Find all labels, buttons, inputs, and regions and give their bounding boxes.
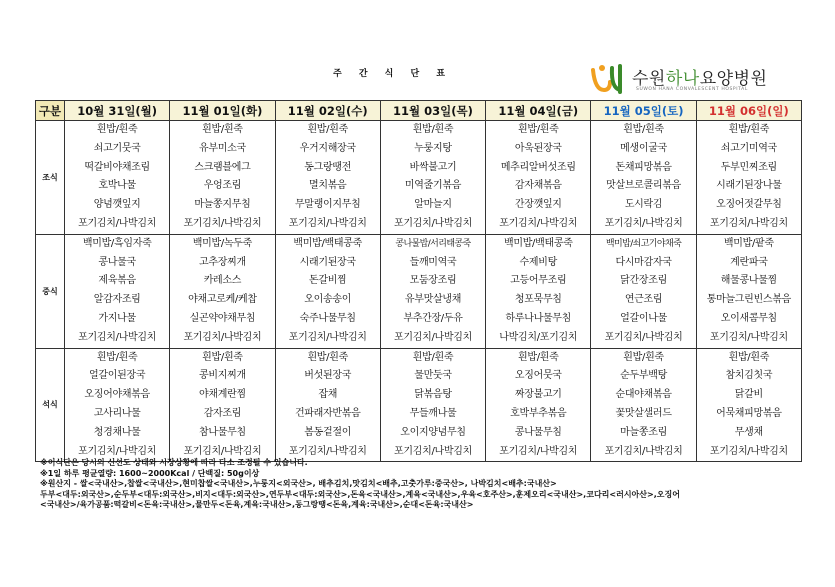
menu-item: 연근조림 — [624, 294, 663, 306]
menu-item: 포기김치/나박김치 — [499, 217, 578, 229]
day-header-mon: 10월 31일(월) — [65, 101, 170, 121]
meal-row-breakfast — [36, 121, 802, 235]
menu-item: 오징어젓갈무침 — [716, 199, 782, 211]
menu-item: 잡채 — [318, 389, 338, 401]
menu-item: 모둠장조림 — [409, 275, 457, 287]
menu-item: 흰밥/흰죽 — [96, 351, 138, 363]
menu-item: 부추간장/두유 — [403, 312, 463, 324]
menu-item: 포기김치/나박김치 — [604, 331, 683, 343]
header-row — [36, 101, 802, 121]
menu-item: 흰밥/흰죽 — [202, 351, 243, 363]
menu-item: 쇠고기뭇국 — [93, 142, 141, 154]
category-header: 구분 — [36, 101, 65, 121]
menu-cell — [591, 348, 696, 462]
menu-cell — [170, 121, 275, 235]
menu-item: 시래기된장나물 — [716, 180, 782, 192]
menu-item: 고등어무조림 — [510, 275, 567, 287]
menu-item: 무생채 — [734, 426, 763, 438]
menu-item: 얼갈이나물 — [620, 312, 667, 324]
menu-item: 감자조림 — [203, 407, 242, 419]
hospital-logo — [590, 60, 790, 96]
note-line: <국내산>/육가공품:떡갈비<돈육:국내산>,물만두<돈육,계육:국내산>,동그랑땡<돈육,계육:국내산>,순대<돈육:국내산> — [40, 500, 474, 510]
menu-item: 다시마감자국 — [615, 256, 672, 268]
menu-item: 무말랭이지무침 — [294, 199, 361, 211]
menu-item: 순두부백탕 — [620, 370, 667, 382]
menu-item: 멸치볶음 — [308, 180, 347, 192]
menu-item: 버섯된장국 — [304, 370, 352, 382]
menu-cell — [170, 234, 275, 348]
menu-item: 포기김치/나박김치 — [183, 331, 262, 343]
menu-item: 유부미소국 — [199, 142, 246, 154]
menu-item: 포기김치/나박김치 — [604, 217, 683, 229]
menu-item: 봄동겉절이 — [304, 426, 352, 438]
menu-item: 순대야채볶음 — [615, 389, 672, 401]
menu-item: 포기김치/나박김치 — [709, 331, 788, 343]
menu-item: 쇠고기미역국 — [720, 142, 777, 154]
menu-item: 포기김치/나박김치 — [288, 331, 367, 343]
menu-cell — [696, 234, 801, 348]
menu-item: 포기김치/나박김치 — [394, 445, 472, 457]
menu-item: 우엉조림 — [203, 180, 242, 192]
menu-item: 흰밥/흰죽 — [623, 351, 664, 363]
menu-cell — [380, 348, 485, 462]
menu-item: 참치김칫국 — [725, 370, 773, 382]
menu-item: 오이새콤무침 — [720, 312, 777, 324]
menu-item: 물만둣국 — [414, 370, 452, 382]
menu-cell — [696, 121, 801, 235]
menu-item: 닭볶음탕 — [414, 389, 452, 401]
menu-item: 야채고로케/케찹 — [188, 294, 257, 306]
menu-item: 콩나물무침 — [514, 426, 562, 438]
meal-label: 조식 — [36, 121, 65, 235]
menu-item: 수제비탕 — [519, 256, 557, 268]
menu-item: 감자채볶음 — [514, 180, 562, 192]
menu-item: 흰밥/흰죽 — [96, 124, 138, 135]
menu-item: 동그랑땡전 — [304, 161, 352, 173]
menu-item: 포기김치/나박김치 — [394, 217, 472, 229]
menu-item: 건파래자반볶음 — [294, 407, 361, 419]
menu-item: 알감자조림 — [93, 294, 141, 306]
menu-cell — [275, 234, 380, 348]
menu-cell — [486, 234, 591, 348]
note-line: ※이식단은 당시의 신선도 상태와 시장상황에 따라 다소 조정될 수 있습니다. — [40, 458, 308, 467]
menu-item: 닭간장조림 — [620, 275, 667, 287]
menu-item: 흰밥/흰죽 — [202, 124, 243, 135]
menu-item: 해물콩나물찜 — [720, 275, 777, 287]
menu-item: 우거지해장국 — [299, 142, 356, 154]
menu-item: 계란파국 — [730, 256, 768, 268]
menu-item: 마늘쫑지무침 — [194, 199, 251, 211]
menu-item: 메추리알버섯조림 — [500, 161, 576, 173]
menu-cell — [275, 121, 380, 235]
hospital-logo-icon — [590, 60, 630, 96]
menu-item: 흰밥/흰죽 — [623, 124, 664, 135]
notes-section — [40, 458, 810, 511]
menu-item: 하루나나물무침 — [505, 312, 572, 324]
menu-item: 돈채피망볶음 — [615, 161, 672, 173]
hospital-name-suffix: 요양병원 — [699, 69, 768, 89]
note-line: 두부<대두:외국산>,순두부<대두:외국산>,비지<대두:외국산>,연두부<대두:외국산>,돈육<국내산>,계육<국내산>,우육<호주산>,훈제오리<국내산>,코다리<러시아산>,오징어 — [40, 489, 680, 499]
menu-item: 포기김치/나박김치 — [183, 445, 262, 457]
menu-item: 고사리나물 — [93, 407, 141, 419]
menu-item: 돈갈비찜 — [308, 275, 347, 287]
day-header-sat: 11월 05일(토) — [591, 101, 696, 121]
menu-item: 백미밥/팥죽 — [723, 237, 774, 249]
menu-item: 포기김치/나박김치 — [288, 217, 367, 229]
menu-item: 흰밥/흰죽 — [518, 124, 559, 135]
menu-cell — [486, 121, 591, 235]
meal-label: 중식 — [36, 234, 65, 348]
menu-item: 유부맛살냉채 — [404, 294, 462, 306]
menu-item: 가지나물 — [98, 312, 136, 324]
menu-item: 알마늘지 — [414, 199, 452, 211]
menu-item: 카레소스 — [203, 275, 242, 287]
menu-item: 간장깻잎지 — [514, 199, 562, 211]
menu-item: 꽃맛살샐러드 — [615, 407, 672, 419]
menu-cell — [486, 348, 591, 462]
note-line: ※원산지 - 쌀<국내산>,찹쌀<국내산>,현미찹쌀<국내산>,누룽지<외국산>, 배추김치,맛김치<배추,고춧가루:중국산>, 나박김치<배추:국내산> — [40, 479, 557, 489]
menu-item: 오징어야채볶음 — [84, 389, 150, 401]
menu-item: 참나물무침 — [199, 426, 246, 438]
menu-item: 제육볶음 — [98, 275, 136, 287]
day-header-wed: 11월 02일(수) — [275, 101, 380, 121]
day-header-sun: 11월 06일(일) — [696, 101, 801, 121]
menu-item: 포기김치/나박김치 — [394, 331, 472, 343]
menu-cell — [591, 121, 696, 235]
menu-item: 바싹불고기 — [409, 161, 457, 173]
menu-item: 마늘쫑조림 — [620, 426, 667, 438]
menu-item: 콩나물국 — [98, 256, 136, 268]
menu-item: 스크램블에그 — [194, 161, 251, 173]
menu-item: 포기김치/나박김치 — [78, 445, 157, 457]
menu-cell — [380, 121, 485, 235]
menu-item: 흰밥/흰죽 — [307, 124, 348, 135]
menu-item: 나박김치/포기김치 — [499, 331, 578, 343]
day-header-tue: 11월 01일(화) — [170, 101, 275, 121]
menu-item: 아욱된장국 — [514, 142, 562, 154]
day-header-thu: 11월 03일(목) — [380, 101, 485, 121]
menu-item: 양념깻잎지 — [93, 199, 141, 211]
menu-cell — [275, 348, 380, 462]
menu-item: 닭갈비 — [734, 389, 763, 401]
menu-item: 짜장불고기 — [514, 389, 562, 401]
menu-item: 백미밥/백태콩죽 — [503, 237, 573, 249]
menu-item: 포기김치/나박김치 — [183, 217, 262, 229]
menu-cell — [65, 121, 170, 235]
menu-item: 실곤약야채무침 — [189, 312, 256, 324]
menu-item: 청포묵무침 — [514, 294, 562, 306]
menu-cell — [696, 348, 801, 462]
menu-item: 통마늘그린빈스볶음 — [706, 294, 791, 306]
menu-cell — [65, 348, 170, 462]
menu-item: 시래기된장국 — [299, 256, 356, 268]
menu-item: 도시락김 — [624, 199, 663, 211]
menu-item: 어묵채피망볶음 — [716, 407, 782, 419]
menu-item: 얼갈이된장국 — [89, 370, 146, 382]
hospital-name-prefix: 수원 — [632, 69, 666, 89]
meal-label: 석식 — [36, 348, 65, 462]
menu-item: 백미밥/백태콩죽 — [293, 237, 362, 249]
menu-item: 흰밥/흰죽 — [728, 351, 770, 363]
menu-item: 야채계란찜 — [199, 389, 246, 401]
page-title: 주 간 식 단 표 — [333, 69, 453, 79]
hospital-name-highlight: 하나 — [665, 69, 700, 89]
menu-item: 백미밥/흑임자죽 — [82, 237, 152, 249]
note-line: ※1일 하루 평균열량: 1600~2000Kcal / 단백질: 50g이상 — [40, 468, 260, 478]
menu-item: 콩나물밥/서리태콩죽 — [395, 238, 471, 249]
menu-item: 백미밥/쇠고기야채죽 — [605, 238, 682, 249]
menu-item: 포기김치/나박김치 — [78, 217, 157, 229]
hospital-subtitle: SUWON HANA CONVALESCENT HOSPITAL — [636, 87, 748, 92]
menu-item: 포기김치/나박김치 — [604, 445, 683, 457]
weekly-menu-table — [35, 100, 802, 462]
meal-row-dinner — [36, 348, 802, 462]
menu-item: 포기김치/나박김치 — [499, 445, 578, 457]
menu-item: 콩비지찌개 — [199, 370, 246, 382]
menu-item: 두부민찌조림 — [720, 161, 777, 173]
meal-row-lunch — [36, 234, 802, 348]
menu-item: 호박부추볶음 — [510, 407, 567, 419]
menu-item: 미역줄기볶음 — [404, 180, 462, 192]
menu-item: 흰밥/흰죽 — [412, 351, 454, 363]
menu-item: 호박나물 — [98, 180, 136, 192]
menu-cell — [380, 234, 485, 348]
menu-item: 백미밥/녹두죽 — [192, 237, 253, 249]
menu-item: 맛살브로콜리볶음 — [606, 180, 681, 192]
menu-item: 포기김치/나박김치 — [288, 445, 367, 457]
menu-item: 포기김치/나박김치 — [709, 217, 788, 229]
menu-cell — [591, 234, 696, 348]
menu-item: 들깨미역국 — [409, 256, 457, 268]
menu-item: 숙주나물무침 — [299, 312, 356, 324]
menu-item: 고추장찌개 — [199, 256, 246, 268]
menu-item: 떡갈비야채조림 — [84, 161, 150, 173]
menu-item: 포기김치/나박김치 — [78, 331, 157, 343]
menu-item: 오이송송이 — [304, 294, 352, 306]
menu-cell — [170, 348, 275, 462]
day-header-fri: 11월 04일(금) — [486, 101, 591, 121]
menu-item: 누룽지탕 — [414, 142, 452, 154]
hospital-name — [632, 64, 767, 89]
menu-item: 청경채나물 — [93, 426, 141, 438]
menu-item: 무들깨나물 — [409, 407, 457, 419]
menu-item: 흰밥/흰죽 — [412, 124, 454, 135]
menu-item: 메생이굴국 — [620, 142, 667, 154]
menu-item: 흰밥/흰죽 — [728, 124, 770, 135]
menu-item: 오이지양념무침 — [400, 426, 466, 438]
menu-item: 흰밥/흰죽 — [307, 351, 348, 363]
menu-item: 포기김치/나박김치 — [709, 445, 788, 457]
menu-item: 흰밥/흰죽 — [518, 351, 559, 363]
menu-item: 오징어뭇국 — [514, 370, 562, 382]
menu-cell — [65, 234, 170, 348]
